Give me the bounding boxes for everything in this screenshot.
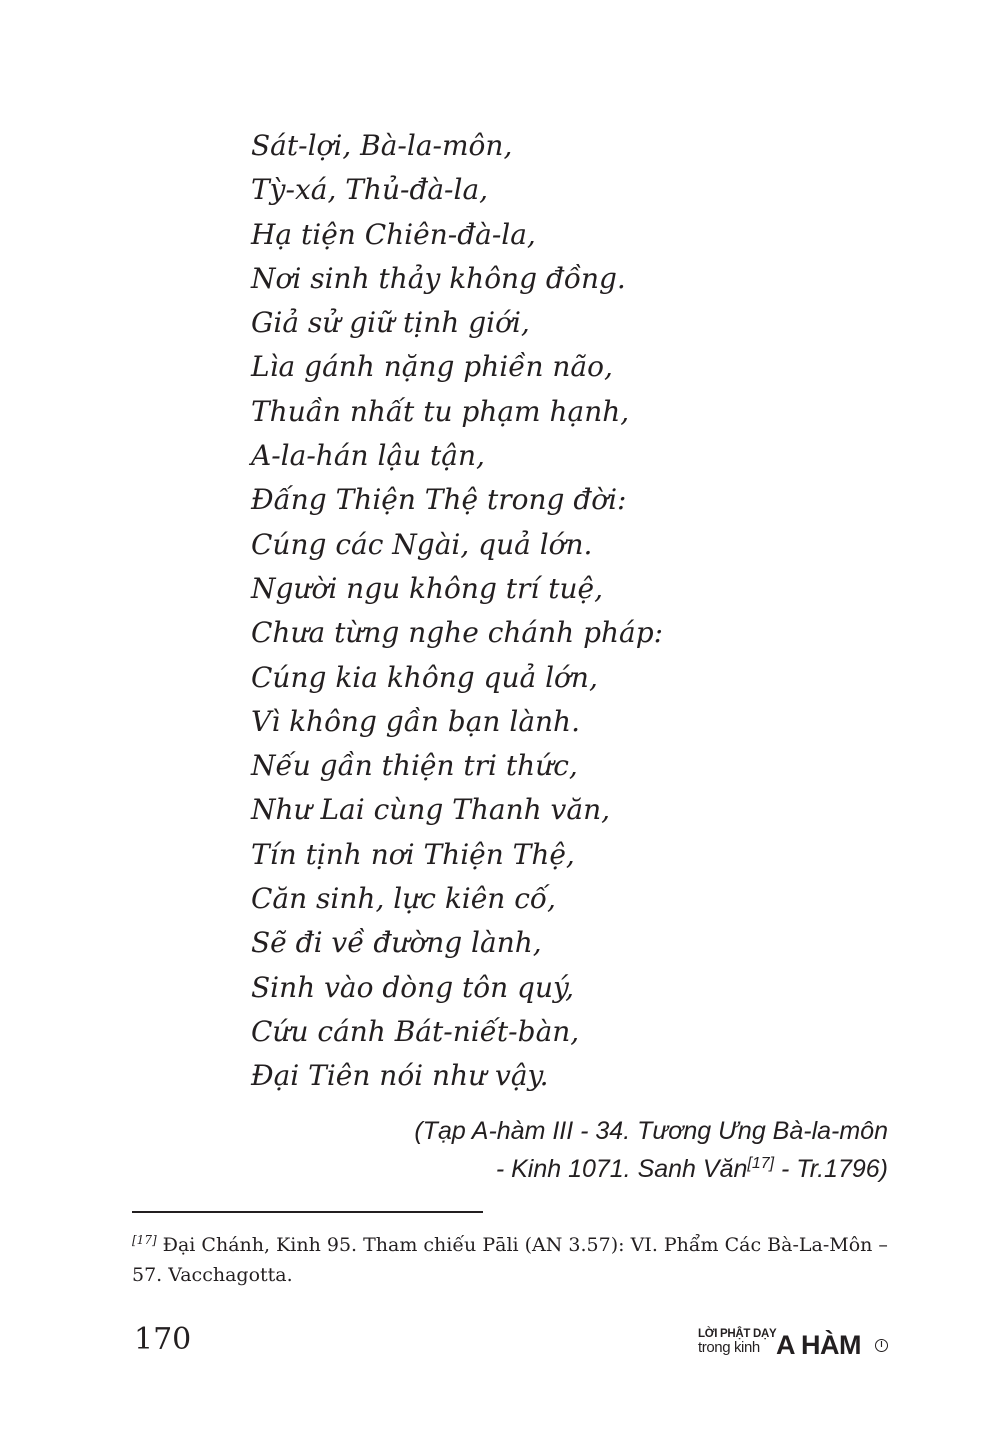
poem-line: Chưa từng nghe chánh pháp: [251,616,664,650]
footnote-divider [132,1211,483,1213]
poem-line: Như Lai cùng Thanh văn, [251,793,610,827]
source-citation [414,1112,888,1188]
footnote-marker: [17] [132,1233,157,1247]
poem-line: Tỳ-xá, Thủ-đà-la, [251,173,489,207]
poem-line: Đấng Thiện Thệ trong đời: [251,483,627,517]
poem-line: Thuần nhất tu phạm hạnh, [251,394,630,428]
poem-block [251,124,663,1099]
poem-line: Sát-lợi, Bà-la-môn, [251,129,513,162]
footnote-text: Đại Chánh, Kinh 95. Tham chiếu Pāli (AN 3.57): VI. Phẩm Các Bà-La-Môn – 57. Vacchagotta. [132,1234,888,1286]
poem-line: Lìa gánh nặng phiền não, [251,350,613,384]
poem-line: A-la-hán lậu tận, [251,439,485,473]
poem-line: Người ngu không trí tuệ, [251,571,604,605]
poem-line: Nơi sinh thảy không đồng. [251,261,626,295]
book-logo [698,1328,888,1364]
citation-line-2-suffix: - Tr.1796) [774,1155,888,1183]
footnote-reference[interactable]: [17] [747,1155,775,1172]
poem-line: Sinh vào dòng tôn quý, [251,970,575,1004]
poem-line: Căn sinh, lực kiên cố, [251,882,556,916]
citation-line-2 [414,1150,888,1188]
citation-line-1: (Tạp A-hàm III - 34. Tương Ưng Bà-la-môn [414,1117,888,1145]
logo-line-1: LỜI PHẬT DẠY [698,1328,777,1340]
poem-line: Cúng các Ngài, quả lớn. [251,527,593,561]
poem-line: Cúng kia không quả lớn, [251,660,598,694]
poem-line: Nếu gần thiện tri thức, [251,749,578,783]
poem-line: Đại Tiên nói như vậy. [251,1059,549,1093]
page-number: 170 [134,1322,192,1357]
poem-line: Cứu cánh Bát-niết-bàn, [251,1014,580,1048]
poem-line: Giả sử giữ tịnh giới, [251,306,530,340]
poem-line: Tín tịnh nơi Thiện Thệ, [251,837,575,871]
poem-line: Vì không gần bạn lành. [251,704,580,738]
volume-badge: I [875,1339,888,1352]
poem-line: Sẽ đi về đường lành, [251,926,542,960]
poem-line: Hạ tiện Chiên-đà-la, [251,217,536,251]
footnote [132,1230,892,1290]
logo-line-2: trong kinh [698,1339,760,1356]
logo-title: A HÀM [776,1330,861,1360]
citation-line-2-prefix: - Kinh 1071. Sanh Văn [495,1155,748,1183]
